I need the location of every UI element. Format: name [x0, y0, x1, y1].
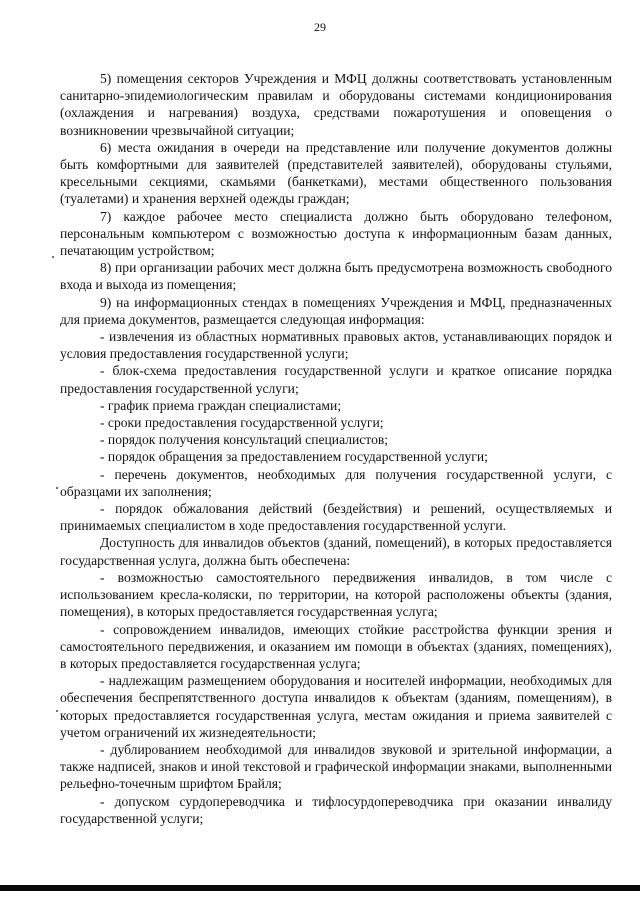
- paragraph-7-workplace: 7) каждое рабочее место специалиста должно быть оборудовано телефоном, персональным компьютером с возможностью доступа к информационным базам данных, печатающим устройством;: [60, 208, 612, 259]
- list-item-documents-list: - перечень документов, необходимых для получения государственной услуги, с образцами их заполнения;: [60, 466, 612, 499]
- list-item-independent-movement: - возможностью самостоятельного передвижения инвалидов, в том числе с использованием кресла-коляски, по территории, на которой расположены объекты (здания, помещения), в которых предоставляется государственная услуга;: [60, 569, 612, 620]
- document-body: [60, 70, 612, 827]
- list-item-extracts: - извлечения из областных нормативных правовых актов, устанавливающих порядок и условия предоставления государственной услуги;: [60, 329, 612, 362]
- list-item-escort: - сопровождением инвалидов, имеющих стойкие расстройства функции зрения и самостоятельного передвижения, и оказанием им помощи в объектах (зданиях, помещениях), в которых предоставляется государственная услуга;: [60, 621, 612, 671]
- paragraph-5-premises: 5) помещения секторов Учреждения и МФЦ должны соответствовать установленным санитарно-эпидемиологическим правилам и оборудованы системами кондиционирования (охлаждения и нагревания) воздуха, средствами пожаротушения и оповещения о возникновении чрезвычайной ситуации;: [60, 71, 612, 138]
- scan-bottom-edge: [0, 885, 640, 891]
- list-item-consultations: - порядок получения консультаций специалистов;: [100, 432, 389, 448]
- paragraph-6-waiting-areas: 6) места ожидания в очереди на представление или получение документов должны быть комфортными для заявителей (представителей заявителей), оборудованы стульями, кресельными секциями, скамьями (банкетками), местами общественного пользования (туалетами) и хранения верхней одежды граждан;: [60, 139, 612, 207]
- list-item-deadlines: - сроки предоставления государственной услуги;: [100, 415, 384, 431]
- scan-speck: [52, 256, 54, 258]
- list-item-duplication-braille: - дублированием необходимой для инвалидов звуковой и зрительной информации, а также надписей, знаков и иной текстовой и графической информации знаками, выполненными рельефно-точечным шрифтом Брайля;: [60, 741, 612, 792]
- scan-speck: [56, 710, 58, 712]
- list-item-appeal-procedure: - порядок обжалования действий (бездействия) и решений, осуществляемых и принимаемых специалистом в ходе предоставления государственной услуги.: [60, 501, 612, 534]
- list-item-schedule: - график приема граждан специалистами;: [100, 397, 342, 413]
- list-item-sign-interpreter: - допуском сурдопереводчика и тифлосурдопереводчика при оказании инвалиду государственной услуги;: [60, 793, 612, 826]
- list-item-application-procedure: - порядок обращения за предоставлением государственной услуги;: [100, 449, 488, 465]
- paragraph-9-info-stands: 9) на информационных стендах в помещениях Учреждения и МФЦ, предназначенных для приема документов, размещается следующая информация:: [60, 294, 612, 327]
- list-item-flowchart: - блок-схема предоставления государственной услуги и краткое описание порядка предоставления государственной услуги;: [60, 363, 612, 396]
- paragraph-accessibility-intro: Доступность для инвалидов объектов (зданий, помещений), в которых предоставляется государственная услуга, должна быть обеспечена:: [60, 535, 612, 568]
- scan-speck: [56, 487, 58, 489]
- list-item-equipment-placement: - надлежащим размещением оборудования и носителей информации, необходимых для обеспечения беспрепятственного доступа инвалидов к объектам (зданиям, помещениям), в которых предоставляется государственная услуга, местам ожидания и приема заявителей с учетом ограничений их жизнедеятельности;: [60, 673, 612, 740]
- paragraph-8-free-access: 8) при организации рабочих мест должна быть предусмотрена возможность свободного входа и выхода из помещения;: [60, 260, 612, 293]
- page-number: 29: [314, 20, 326, 34]
